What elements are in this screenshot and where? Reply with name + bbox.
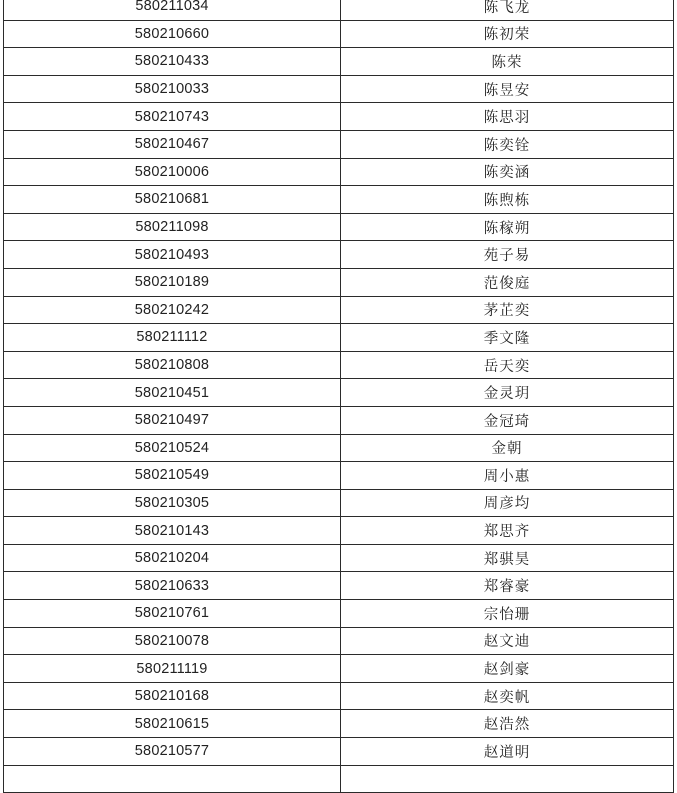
student-name-cell: 周小惠 xyxy=(341,462,674,490)
table-row xyxy=(4,186,674,214)
table-row xyxy=(4,268,674,296)
table-row xyxy=(4,600,674,628)
student-name-cell: 陈初荣 xyxy=(341,20,674,48)
student-name-cell: 陈昱安 xyxy=(341,75,674,103)
table-row xyxy=(4,324,674,352)
student-id-cell: 580210451 xyxy=(4,379,341,407)
table-row xyxy=(4,379,674,407)
student-name-cell: 范俊庭 xyxy=(341,268,674,296)
table-row xyxy=(4,489,674,517)
student-id-cell xyxy=(4,765,341,793)
student-id-cell: 580210808 xyxy=(4,351,341,379)
student-name-cell: 季文隆 xyxy=(341,324,674,352)
student-id-cell: 580210006 xyxy=(4,158,341,186)
table-row xyxy=(4,738,674,766)
table-row xyxy=(4,75,674,103)
table-row xyxy=(4,406,674,434)
table-row xyxy=(4,296,674,324)
student-id-cell: 580210242 xyxy=(4,296,341,324)
student-name-cell: 陈奕涵 xyxy=(341,158,674,186)
student-id-cell: 580211119 xyxy=(4,655,341,683)
table-row xyxy=(4,627,674,655)
table-row xyxy=(4,434,674,462)
table-row xyxy=(4,103,674,131)
student-name-cell: 郑睿豪 xyxy=(341,572,674,600)
table-row xyxy=(4,682,674,710)
student-id-cell: 580210433 xyxy=(4,48,341,76)
table-row xyxy=(4,20,674,48)
student-id-cell: 580210497 xyxy=(4,406,341,434)
table-row xyxy=(4,572,674,600)
student-name-cell: 赵奕帆 xyxy=(341,682,674,710)
student-name-cell: 金冠琦 xyxy=(341,406,674,434)
roster-table-container xyxy=(3,0,671,793)
table-row xyxy=(4,241,674,269)
student-id-cell: 580211098 xyxy=(4,213,341,241)
student-id-cell: 580210549 xyxy=(4,462,341,490)
table-row xyxy=(4,351,674,379)
student-id-cell: 580210577 xyxy=(4,738,341,766)
student-name-cell: 金朝 xyxy=(341,434,674,462)
student-name-cell: 赵道明 xyxy=(341,738,674,766)
student-id-cell: 580210681 xyxy=(4,186,341,214)
student-id-cell: 580210524 xyxy=(4,434,341,462)
student-name-cell: 岳天奕 xyxy=(341,351,674,379)
table-row xyxy=(4,462,674,490)
student-id-cell: 580211034 xyxy=(4,0,341,20)
student-name-cell: 陈思羽 xyxy=(341,103,674,131)
student-name-cell: 赵浩然 xyxy=(341,710,674,738)
student-name-cell: 金灵玥 xyxy=(341,379,674,407)
student-name-cell: 陈飞龙 xyxy=(341,0,674,20)
student-id-cell: 580210033 xyxy=(4,75,341,103)
student-name-cell: 郑骐昊 xyxy=(341,544,674,572)
student-id-cell: 580210761 xyxy=(4,600,341,628)
student-id-cell: 580210204 xyxy=(4,544,341,572)
student-id-cell: 580210467 xyxy=(4,130,341,158)
student-name-cell: 茅芷奕 xyxy=(341,296,674,324)
student-name-cell: 陈煦栋 xyxy=(341,186,674,214)
student-name-cell: 陈稼朔 xyxy=(341,213,674,241)
student-name-cell xyxy=(341,765,674,793)
student-id-cell: 580210078 xyxy=(4,627,341,655)
student-name-cell: 赵文迪 xyxy=(341,627,674,655)
table-row xyxy=(4,130,674,158)
student-name-cell: 苑子易 xyxy=(341,241,674,269)
student-id-cell: 580210189 xyxy=(4,268,341,296)
table-row xyxy=(4,517,674,545)
student-id-cell: 580210493 xyxy=(4,241,341,269)
table-row xyxy=(4,765,674,793)
table-row xyxy=(4,213,674,241)
table-row xyxy=(4,710,674,738)
roster-table-body xyxy=(4,0,674,793)
table-row xyxy=(4,48,674,76)
student-id-cell: 580210143 xyxy=(4,517,341,545)
table-row xyxy=(4,0,674,20)
table-row xyxy=(4,655,674,683)
student-id-cell: 580210615 xyxy=(4,710,341,738)
student-name-cell: 宗怡珊 xyxy=(341,600,674,628)
table-row xyxy=(4,158,674,186)
student-name-cell: 周彦均 xyxy=(341,489,674,517)
table-row xyxy=(4,544,674,572)
student-name-cell: 郑思齐 xyxy=(341,517,674,545)
student-id-cell: 580210168 xyxy=(4,682,341,710)
roster-table xyxy=(3,0,674,793)
student-name-cell: 陈荣 xyxy=(341,48,674,76)
student-name-cell: 陈奕铨 xyxy=(341,130,674,158)
student-id-cell: 580210305 xyxy=(4,489,341,517)
student-id-cell: 580210633 xyxy=(4,572,341,600)
student-id-cell: 580210660 xyxy=(4,20,341,48)
student-name-cell: 赵剑豪 xyxy=(341,655,674,683)
student-id-cell: 580210743 xyxy=(4,103,341,131)
student-id-cell: 580211112 xyxy=(4,324,341,352)
